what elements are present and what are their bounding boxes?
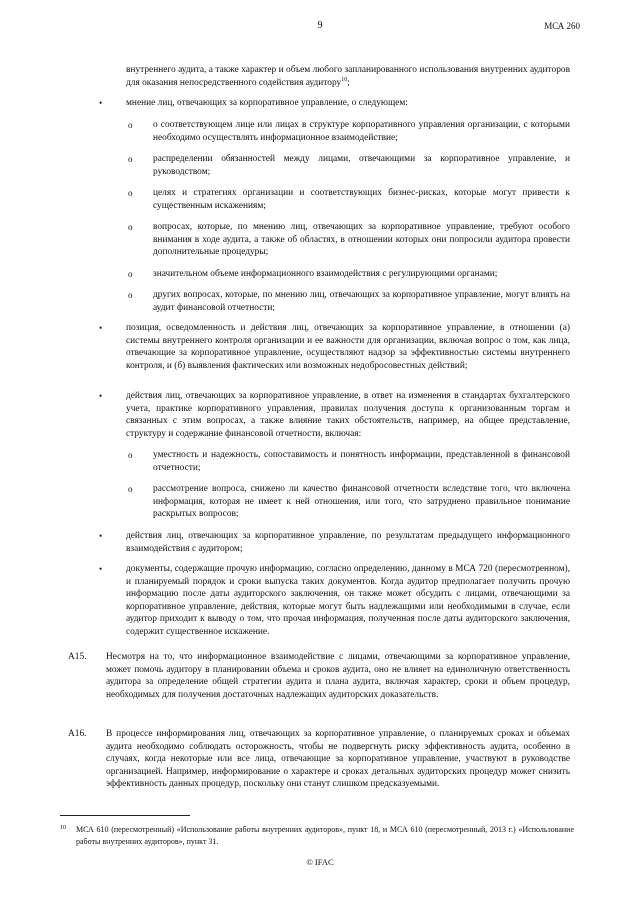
paragraph-number: A15. [68,652,87,662]
bullet-item: действия лиц, отвечающих за корпоративное управление, по результатам предыдущего информационного взаимодействия с аудитором; [126,531,570,554]
bullet-item: документы, содержащие прочую информацию, согласно определению, данному в МСА 720 (пересмотренном), и планируемый порядок и сроки выпуска таких документов. Когда аудитор предполагает получить прочую информацию после даты аудиторского заключения, он также может обсудить с лицами, отвечающими за корпоративное управление, действия, которые могут быть надлежащими или необходимыми в случае, если аудитор приходит к выводу о том, что прочая информация, полученная после даты аудиторского заключения, содержит существенное искажение. [126,564,570,637]
footnote-separator [60,815,190,816]
bullet-item: мнение лиц, отвечающих за корпоративное управление, о следующем: [126,98,408,108]
sub-bullet-item: значительном объеме информационного взаимодействия с регулирующими органами; [153,269,498,279]
page-number: 9 [317,20,323,31]
sub-bullet-marker: o [128,484,133,494]
continued-paragraph: внутреннего аудита, а также характер и объем любого запланированного использования внутренних аудиторов для оказания непосредственного содействия аудитору$^{10}$; [126,65,570,88]
footnote-mark: 10 [60,825,66,831]
copyright-footer: © IFAC [306,857,334,867]
sub-bullet-item: других вопросах, которые, по мнению лиц, отвечающих за корпоративное управление, могут влиять на аудит финансовой отчетности; [153,290,570,313]
bullet-marker: • [99,564,103,574]
bullet-marker: • [99,531,103,541]
bullet-marker: • [99,98,103,108]
sub-bullet-item: рассмотрение вопроса, снижено ли качество финансовой отчетности вследствие того, что включена информация, которая не имеет к ней отношения, или того, что затруднено правильное понимание раскрытых вопросов; [153,484,570,520]
sub-bullet-marker: o [128,154,133,164]
sub-bullet-marker: o [128,290,133,300]
application-paragraph: Несмотря на то, что информационное взаимодействие с лицами, отвечающими за корпоративное управление, может помочь аудитору в планировании объема и сроков аудита, оно не влияет на единоличную ответственность аудитора за определение общей стратегии аудита и плана аудита, включая характер, сроки и объем процедур, необходимых для получения достаточных надлежащих аудиторских доказательств. [106,652,570,700]
sub-bullet-item: распределении обязанностей между лицами, отвечающими за корпоративное управление, и руководством; [153,154,570,177]
sub-bullet-marker: o [128,222,133,232]
bullet-item: позиция, осведомленность и действия лиц, отвечающих за корпоративное управление, в отношении (а) системы внутреннего контроля организации и ее важности для организации, включая вопрос о том, как лица, отвечающие за корпоративное управление, осуществляют надзор за эффективностью системы внутреннего контроля, и (б) выявления фактических или возможных недобросовестных действий; [126,323,570,371]
sub-bullet-item: о соответствующем лице или лицах в структуре корпоративного управления организации, с которыми необходимо осуществлять информационное взаимодействие; [153,120,570,143]
sub-bullet-marker: o [128,269,133,279]
footnote-text: МСА 610 (пересмотренный) «Использование работы внутренних аудиторов», пункт 18, и МСА 610 (пересмотренный, 2013 г.) «Использование работы внутренних аудиторов», пункт 31. [76,825,574,846]
bullet-marker: • [99,391,103,401]
bullet-item: действия лиц, отвечающих за корпоративное управление, в ответ на изменения в стандартах бухгалтерского учета, практике корпоративного управления, правилах получения доступа к организованным торгам и связанных с этим вопросах, а также влияние таких обстоятельств, например, на общее представление, структуру и содержание финансовой отчетности, включая: [126,391,570,439]
sub-bullet-item: целях и стратегиях организации и соответствующих бизнес-рисках, которые могут привести к существенным искажениям; [153,188,570,211]
application-paragraph: В процессе информирования лиц, отвечающих за корпоративное управление, о планируемых сроках и объемах аудита необходимо соблюдать осторожность, чтобы не подвергнуть риску эффективность аудита, особенно в случаях, когда некоторые или все лица, отвечающие за корпоративное управление, участвуют в руководстве организацией. Например, информирование о характере и сроках детальных аудиторских процедур может снизить эффективность данных процедур, поскольку они станут слишком предсказуемыми. [106,729,570,790]
sub-bullet-marker: o [128,188,133,198]
sub-bullet-item: уместность и надежность, сопоставимость и понятность информации, представленной в финансовой отчетности; [153,450,570,473]
standard-reference: МСА 260 [544,21,580,31]
footnote-reference[interactable]: 10 [341,76,348,83]
sub-bullet-marker: o [128,450,133,460]
paragraph-number: A16. [68,729,87,739]
sub-bullet-marker: o [128,120,133,130]
sub-bullet-item: вопросах, которые, по мнению лиц, отвечающих за корпоративное управление, требуют особого внимания в ходе аудита, а также об областях, в отношении которых они попросили аудитора провести дополнительные процедуры; [153,222,570,258]
bullet-marker: • [99,323,103,333]
